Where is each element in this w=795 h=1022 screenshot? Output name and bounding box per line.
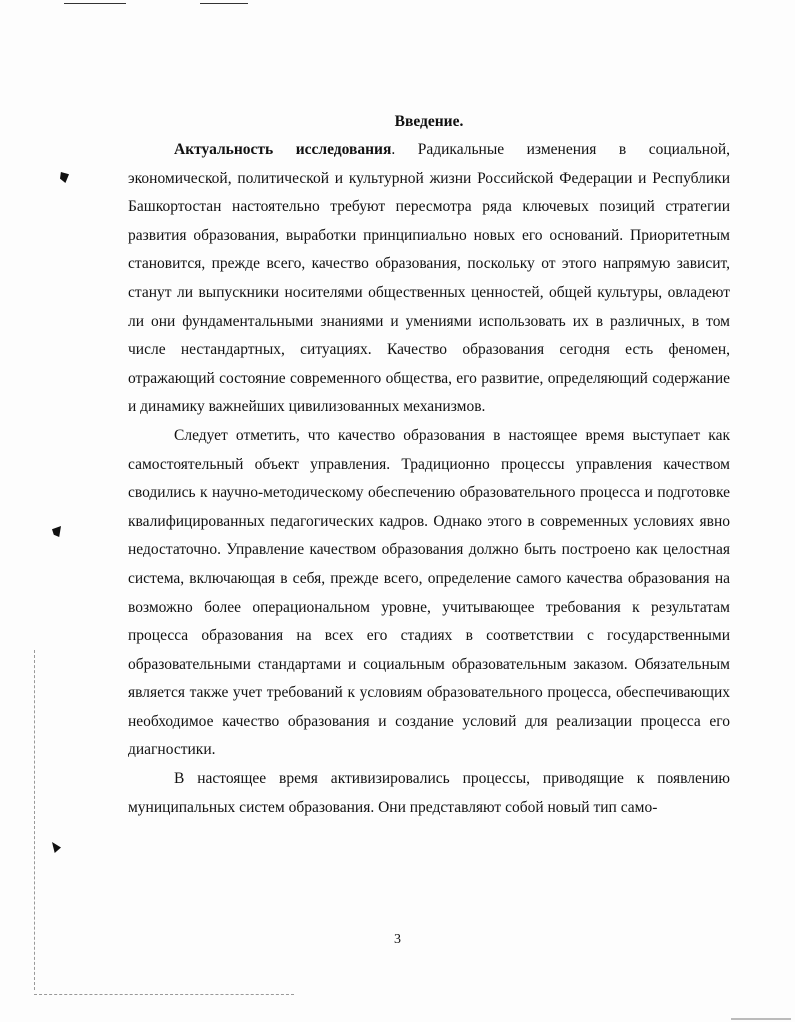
document-body — [128, 108, 730, 822]
scan-rule-right — [200, 3, 248, 4]
paragraph-relevance-text: . Радикальные изменения в социальной, экономической, политической и культурной жизни Российской Федерации и Республики Башкортостан настоятельно требуют пересмотра ряда ключевых позиций стратегии развития образования, выработки принципиально новых его оснований. Приоритетным становится, прежде всего, качество образования, поскольку от этого напрямую зависит, станут ли выпускники носителями общественных ценностей, общей культуры, овладеют ли они фундаментальными знаниями и умениями использовать их в различных, в том числе нестандартных, ситуациях. Качество образования сегодня есть феномен, отражающий состояние современного общества, его развитие, определяющий содержание и динамику важнейших цивилизованных механизмов. — [128, 141, 730, 416]
paragraph-quality-management: Следует отметить, что качество образования в настоящее время выступает как самостоятельный объект управления. Традиционно процессы управления качеством сводились к научно-методическому обеспечению образовательного процесса и подготовке квалифицированных педагогических кадров. Однако этого в современных условиях явно недостаточно. Управление качеством образования должно быть построено как целостная система, включающая в себя, прежде всего, определение самого качества образования на возможно более операциональном уровне, учитывающее требования к результатам процесса образования на всех его стадиях в соответствии с государственными образовательными стандартами и социальным образовательным заказом. Обязательным является также учет требований к условиям образовательного процесса, обеспечивающих необходимое качество образования и создание условий для реализации процесса его диагностики. — [128, 426, 730, 759]
scan-rule-left — [64, 3, 126, 4]
margin-mark-1 — [60, 172, 69, 183]
paragraph-lead: Актуальность исследования — [174, 141, 392, 158]
paragraph-relevance — [128, 136, 730, 422]
paragraph-municipal-systems: В настоящее время активизировались процессы, приводящие к появлению муниципальных систем образования. Они представляют собой новый тип само- — [128, 770, 730, 816]
section-heading: Введение. — [394, 113, 464, 130]
page-number: 3 — [394, 932, 401, 947]
scan-border-bottom — [34, 994, 294, 995]
scan-smudge — [731, 1018, 791, 1020]
margin-mark-2 — [52, 526, 61, 537]
margin-mark-3 — [52, 842, 61, 853]
